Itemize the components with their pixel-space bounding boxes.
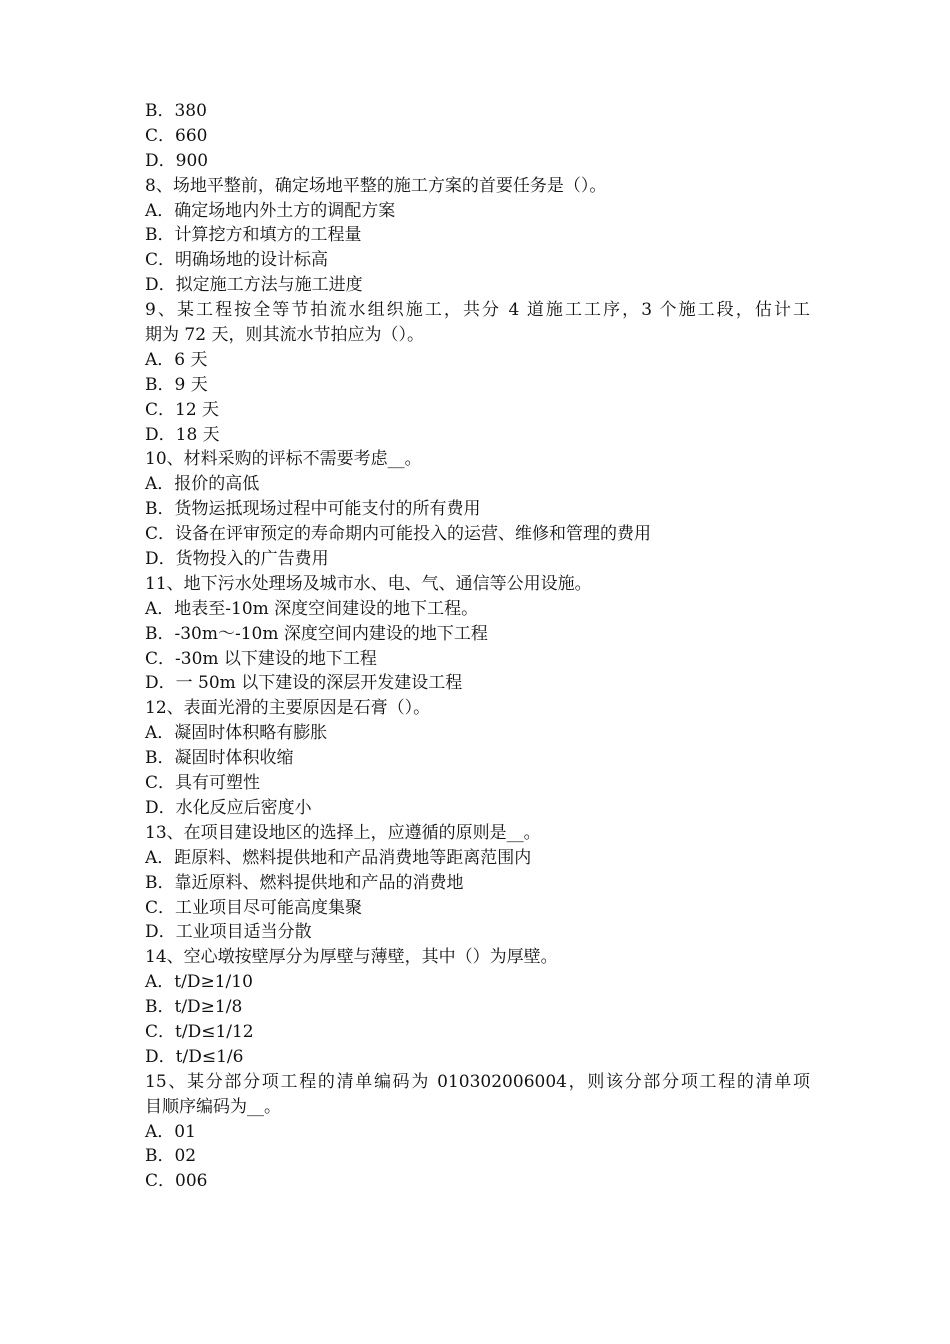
option-line: B．380 bbox=[145, 101, 207, 121]
option-line: D．900 bbox=[145, 150, 209, 171]
question-15-stem-line-2: 目顺序编码为__。 bbox=[145, 1096, 281, 1117]
option-line: C．660 bbox=[145, 125, 208, 146]
question-text-block bbox=[145, 99, 810, 1194]
option-line: B．-30m～-10m 深度空间内建设的地下工程 bbox=[145, 623, 488, 644]
option-line: D．一 50m 以下建设的深层开发建设工程 bbox=[145, 673, 463, 694]
option-line: C．设备在评审预定的寿命期内可能投入的运营、维修和管理的费用 bbox=[145, 524, 652, 545]
option-line: B．货物运抵现场过程中可能支付的所有费用 bbox=[145, 499, 481, 520]
option-line: A．报价的高低 bbox=[145, 474, 260, 495]
option-line: A．地表至-10m 深度空间建设的地下工程。 bbox=[145, 598, 479, 619]
question-10-stem: 10、材料采购的评标不需要考虑__。 bbox=[145, 449, 422, 470]
option-line: B．靠近原料、燃料提供地和产品的消费地 bbox=[145, 872, 464, 893]
option-line: D．18 天 bbox=[145, 424, 220, 445]
question-9-stem-line-2: 期为 72 天，则其流水节拍应为（）。 bbox=[145, 325, 424, 346]
option-line: D．工业项目适当分散 bbox=[145, 922, 312, 943]
option-line: A．01 bbox=[145, 1121, 196, 1142]
option-line: A．确定场地内外土方的调配方案 bbox=[145, 200, 396, 221]
option-line: B．9 天 bbox=[145, 374, 208, 395]
option-line: B．02 bbox=[145, 1146, 197, 1167]
option-line: A．距原料、燃料提供地和产品消费地等距离范围内 bbox=[145, 847, 532, 868]
option-line: C．具有可塑性 bbox=[145, 773, 261, 794]
option-line: A．6 天 bbox=[145, 349, 208, 370]
question-8-stem: 8、场地平整前，确定场地平整的施工方案的首要任务是（）。 bbox=[145, 175, 607, 196]
question-15-stem-line-1: 15、某分部分项工程的清单编码为 010302006004，则该分部分项工程的清单项 bbox=[145, 1071, 810, 1092]
option-line: A．t/D≥1/10 bbox=[145, 972, 253, 993]
question-12-stem: 12、表面光滑的主要原因是石膏（）。 bbox=[145, 698, 431, 719]
option-line: D．货物投入的广告费用 bbox=[145, 549, 329, 570]
option-line: C．工业项目尽可能高度集聚 bbox=[145, 897, 363, 918]
option-line: D．水化反应后密度小 bbox=[145, 797, 312, 818]
option-line: B．计算挖方和填方的工程量 bbox=[145, 225, 362, 246]
option-line: D．拟定施工方法与施工进度 bbox=[145, 275, 363, 296]
question-9-stem-line-1: 9、某工程按全等节拍流水组织施工，共分 4 道施工工序，3 个施工段，估计工 bbox=[145, 300, 810, 321]
option-line: C．006 bbox=[145, 1171, 208, 1192]
option-line: B．t/D≥1/8 bbox=[145, 997, 243, 1018]
option-line: C．12 天 bbox=[145, 399, 220, 420]
option-line: B．凝固时体积收缩 bbox=[145, 748, 294, 769]
option-line: C．明确场地的设计标高 bbox=[145, 250, 329, 271]
question-14-stem: 14、空心墩按壁厚分为厚壁与薄壁，其中（）为厚壁。 bbox=[145, 947, 558, 968]
question-13-stem: 13、在项目建设地区的选择上，应遵循的原则是__。 bbox=[145, 822, 541, 843]
option-line: C．t/D≤1/12 bbox=[145, 1021, 254, 1042]
question-11-stem: 11、地下污水处理场及城市水、电、气、通信等公用设施。 bbox=[145, 573, 592, 594]
option-line: D．t/D≤1/6 bbox=[145, 1046, 244, 1067]
option-line: C．-30m 以下建设的地下工程 bbox=[145, 648, 377, 669]
option-line: A．凝固时体积略有膨胀 bbox=[145, 723, 328, 744]
